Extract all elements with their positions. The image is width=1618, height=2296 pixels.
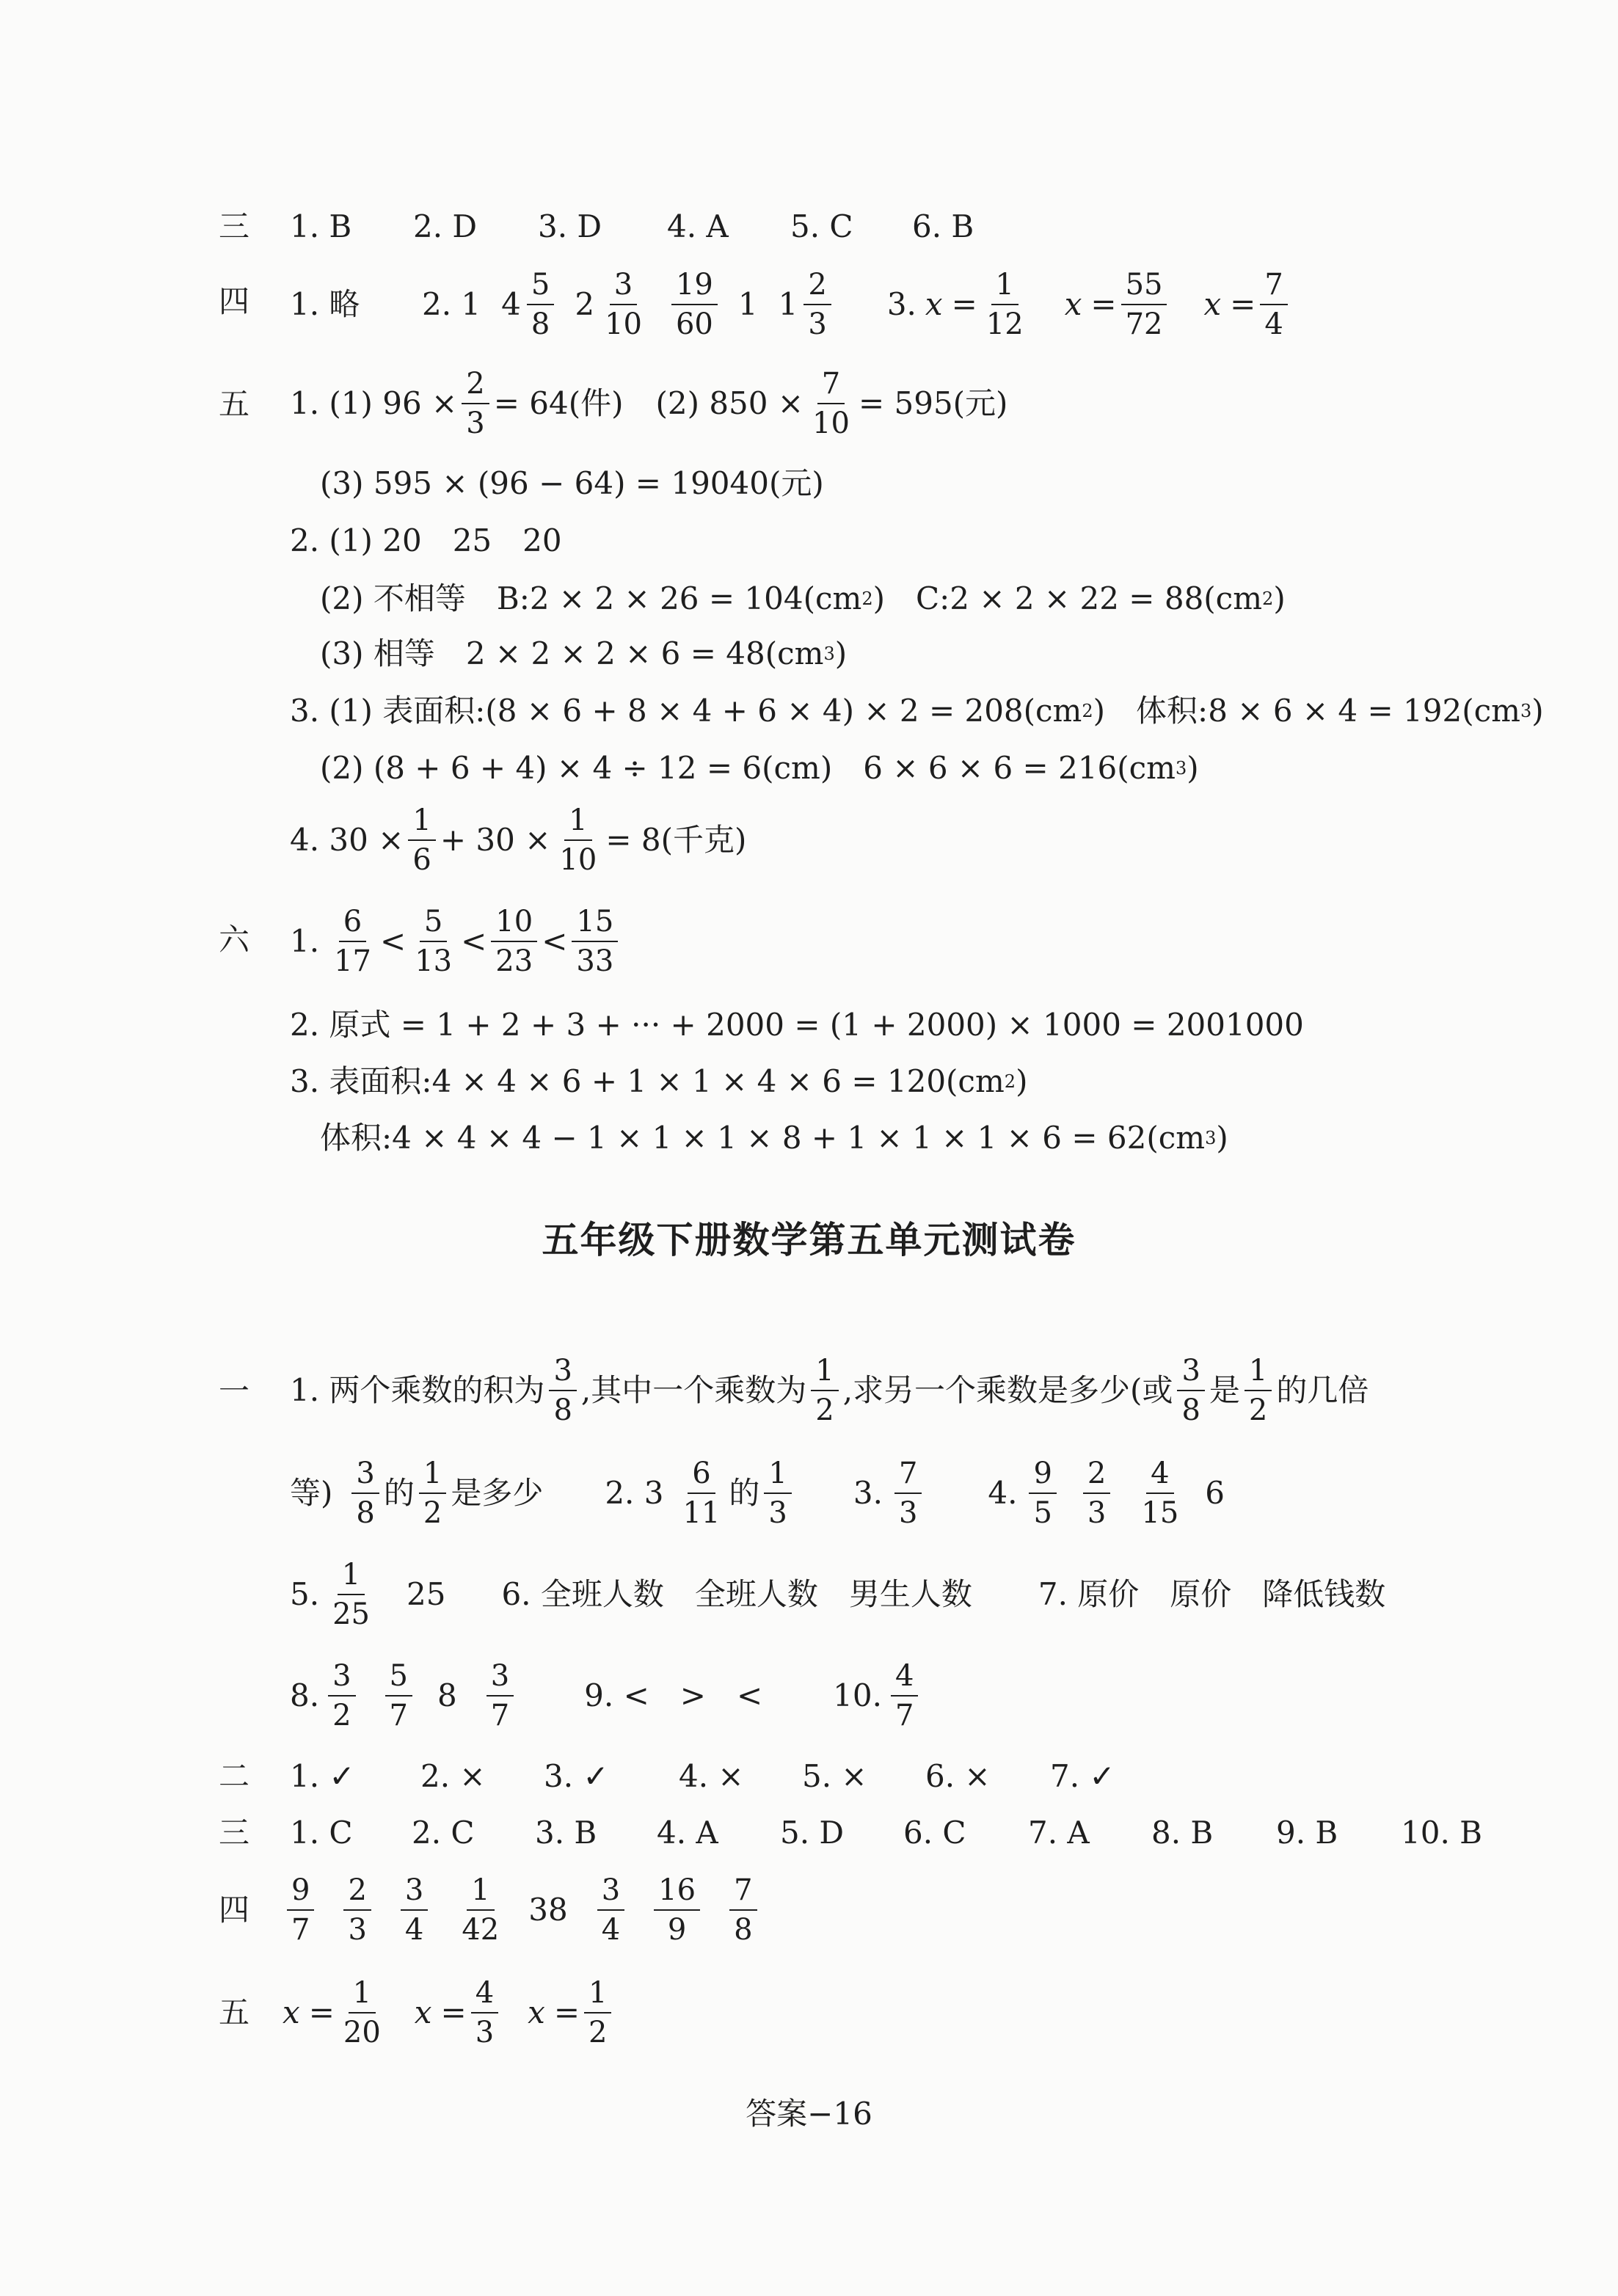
expression-text: 1. (1) 96 × xyxy=(290,385,458,421)
answer-item: 4. A xyxy=(657,1815,718,1851)
fraction: $\frac{1}{25}$ xyxy=(332,1558,370,1631)
answer-item: 8. B xyxy=(1151,1815,1214,1851)
fraction: $\frac{1}{2}$ xyxy=(419,1457,446,1529)
fraction: $\frac{9}{5}$ xyxy=(1029,1457,1056,1529)
answer-line xyxy=(290,1350,1369,1431)
mixed-number: 4 $\frac{5}{8}$ xyxy=(501,269,558,340)
expression-text: ,求另一个乘数是多少(或 xyxy=(842,1372,1173,1408)
answer-line: 体积:4 × 4 × 4 − 1 × 1 × 1 × 8 + 1 × 1 × 1 × 6 = 62(cm 3 ) xyxy=(320,1120,1228,1156)
expression-text: 3. xyxy=(853,1475,883,1511)
variable-x: x xyxy=(925,286,943,322)
answer-item: 3. D xyxy=(538,208,602,244)
fraction: $\frac{2}{3}$ xyxy=(343,1874,371,1946)
fraction: $\frac{3}{10}$ xyxy=(605,268,642,341)
fraction: $\frac{2}{3}$ xyxy=(462,368,489,440)
expression-text: 2. 3 xyxy=(605,1475,664,1511)
variable-x: x xyxy=(283,1994,300,2030)
answer-item: 6. B xyxy=(912,208,974,244)
fraction: $\frac{55}{72}$ xyxy=(1121,269,1167,340)
equals-sign: = xyxy=(951,286,977,322)
answer-item: 6. C xyxy=(903,1815,966,1851)
expression-text: 38 xyxy=(528,1892,568,1928)
fraction: $\frac{9}{7}$ xyxy=(287,1874,314,1946)
answer-line xyxy=(290,1453,1225,1534)
answer-item: 1. B xyxy=(290,208,352,244)
less-than-sign: < xyxy=(542,923,568,959)
fraction: $\frac{10}{23}$ xyxy=(491,905,537,977)
mixed-number: 1 $\frac{2}{3}$ xyxy=(779,269,836,340)
fraction: $\frac{7}{4}$ xyxy=(1260,269,1287,340)
answer-item: 2. 1 xyxy=(422,286,481,322)
answer-item: 2. × xyxy=(420,1758,486,1794)
fraction: $\frac{16}{9}$ xyxy=(654,1874,700,1946)
fraction: $\frac{19}{60}$ xyxy=(671,269,718,340)
fraction: $\frac{5}{7}$ xyxy=(385,1660,412,1732)
answer-item: 3. B xyxy=(535,1815,597,1851)
fraction: $\frac{3}{8}$ xyxy=(351,1457,379,1529)
fraction: $\frac{3}{8}$ xyxy=(1177,1355,1204,1426)
answer-item: 4. A xyxy=(667,208,729,244)
expression-text: 6. 全班人数 全班人数 男生人数 xyxy=(501,1576,972,1612)
answer-line: 3. 表面积:4 × 4 × 6 + 1 × 1 × 4 × 6 = 120(cm 2 ) xyxy=(290,1063,1028,1099)
expression-text: 1. 两个乘数的积为 xyxy=(290,1372,545,1408)
section-label: 二 xyxy=(219,1758,250,1794)
expression-text: 等) xyxy=(290,1475,333,1511)
answer-item: 5. C xyxy=(790,208,853,244)
fraction: $\frac{7}{10}$ xyxy=(812,367,850,440)
page-title: 五年级下册数学第五单元测试卷 xyxy=(542,1219,1076,1261)
expression-text: 1. xyxy=(290,923,320,959)
fraction: $\frac{6}{17}$ xyxy=(334,905,371,978)
answer-line xyxy=(290,901,622,982)
expression-text: ,其中一个乘数为 xyxy=(580,1372,807,1408)
fraction: $\frac{4}{7}$ xyxy=(891,1660,918,1732)
section-label: 一 xyxy=(219,1373,250,1409)
fraction: $\frac{4}{15}$ xyxy=(1141,1457,1179,1530)
expression-text: + 30 × xyxy=(440,822,551,858)
fraction: $\frac{4}{3}$ xyxy=(471,1977,498,2049)
answer-item: 2. D xyxy=(413,208,478,244)
section-label: 三 xyxy=(219,1815,250,1851)
expression-text: 6 xyxy=(1205,1475,1225,1511)
section-label: 六 xyxy=(219,922,250,958)
answer-line: (3) 595 × (96 − 64) = 19040(元) xyxy=(320,465,824,501)
answer-item: 1. ✓ xyxy=(290,1758,355,1794)
variable-x: x xyxy=(1203,286,1222,322)
fraction: $\frac{5}{8}$ xyxy=(527,269,554,340)
equals-sign: = xyxy=(553,1994,580,2030)
expression-text: 9. < > < xyxy=(584,1677,763,1713)
fraction: $\frac{1}{42}$ xyxy=(462,1873,500,1947)
fraction: $\frac{1}{2}$ xyxy=(584,1977,611,2049)
fraction: $\frac{1}{12}$ xyxy=(985,268,1024,341)
answer-line: 2. (1) 20 25 20 xyxy=(290,522,562,558)
answer-line xyxy=(283,1972,616,2053)
equals-sign: = xyxy=(440,1994,467,2030)
answer-line: (3) 相等 2 × 2 × 2 × 6 = 48(cm 3 ) xyxy=(320,635,848,671)
fraction: $\frac{1}{20}$ xyxy=(343,1976,381,2049)
fraction: $\frac{5}{13}$ xyxy=(415,905,453,978)
page-number: 答案−16 xyxy=(746,2096,872,2132)
fraction: $\frac{1}{10}$ xyxy=(559,803,597,877)
answer-line xyxy=(283,1870,762,1950)
fraction: $\frac{15}{33}$ xyxy=(572,905,618,977)
answer-item: 5. × xyxy=(802,1758,867,1794)
fraction: $\frac{3}{7}$ xyxy=(487,1660,514,1732)
expression-text: 的 xyxy=(729,1475,760,1511)
answer-item: 10. B xyxy=(1401,1815,1483,1851)
equals-sign: = xyxy=(1090,286,1117,322)
fraction: $\frac{7}{3}$ xyxy=(894,1457,922,1529)
answer-line: (2) 不相等 B:2 × 2 × 26 = 104(cm 2 ) C:2 × 2 × 22 = 88(cm 2 ) xyxy=(320,580,1286,616)
fraction: $\frac{3}{4}$ xyxy=(401,1874,428,1946)
fraction: $\frac{2}{3}$ xyxy=(803,269,831,340)
section-label: 三 xyxy=(219,208,250,244)
answer-item: 9. B xyxy=(1276,1815,1338,1851)
answer-item: 1 xyxy=(737,286,758,322)
expression-text: = 595(元) xyxy=(858,385,1008,421)
mixed-number: 2 $\frac{3}{10}$ xyxy=(575,269,651,340)
expression-text: (2) 850 × xyxy=(655,385,804,421)
section-label: 五 xyxy=(219,1994,250,2030)
fraction: $\frac{1}{3}$ xyxy=(764,1457,791,1529)
answer-line xyxy=(290,363,1007,444)
fraction: $\frac{1}{2}$ xyxy=(1245,1355,1272,1426)
expression-text: 的几倍 xyxy=(1276,1372,1369,1408)
answer-line xyxy=(290,1554,1385,1635)
fraction: $\frac{7}{8}$ xyxy=(729,1874,757,1946)
section-label: 四 xyxy=(219,1892,250,1928)
equals-sign: = xyxy=(1230,286,1256,322)
expression-text: = 8(千克) xyxy=(605,822,747,858)
answer-line xyxy=(290,1655,922,1736)
answer-item: 3. xyxy=(886,286,916,322)
expression-text: 是 xyxy=(1209,1372,1240,1408)
fraction: $\frac{3}{8}$ xyxy=(549,1355,576,1426)
less-than-sign: < xyxy=(461,923,487,959)
expression-text: 的 xyxy=(383,1475,415,1511)
variable-x: x xyxy=(528,1994,545,2030)
expression-text: = 64(件) xyxy=(493,385,624,421)
answer-line xyxy=(290,800,746,881)
expression-text: 4. 30 × xyxy=(290,822,404,858)
section-label: 五 xyxy=(219,386,250,422)
answer-line xyxy=(290,264,1292,345)
fraction: $\frac{2}{3}$ xyxy=(1083,1457,1110,1529)
answer-item: 1. C xyxy=(290,1815,353,1851)
answer-line: (2) (8 + 6 + 4) × 4 ÷ 12 = 6(cm) 6 × 6 × 6 = 216(cm 3 ) xyxy=(320,750,1199,786)
answer-line xyxy=(290,1815,1483,1851)
equals-sign: = xyxy=(308,1994,335,2030)
fraction: $\frac{1}{6}$ xyxy=(408,804,435,876)
answer-line xyxy=(290,1758,1115,1794)
answer-item: 5. D xyxy=(780,1815,845,1851)
variable-x: x xyxy=(414,1994,432,2030)
expression-text: 7. 原价 原价 降低钱数 xyxy=(1038,1576,1386,1612)
answer-item: 4. × xyxy=(679,1758,744,1794)
answer-line xyxy=(290,208,974,244)
answer-line: 2. 原式 = 1 + 2 + 3 + ··· + 2000 = (1 + 2000) × 1000 = 2001000 xyxy=(290,1007,1304,1043)
answer-item: 7. ✓ xyxy=(1050,1758,1115,1794)
answer-item: 1. 略 xyxy=(290,286,360,322)
answer-item: 7. A xyxy=(1028,1815,1090,1851)
fraction: $\frac{6}{11}$ xyxy=(682,1457,721,1530)
section-label: 四 xyxy=(219,283,250,319)
expression-text: 10. xyxy=(833,1677,882,1713)
expression-text: 8 xyxy=(437,1677,457,1713)
answer-item: 6. × xyxy=(925,1758,991,1794)
expression-text: 25 xyxy=(406,1576,446,1612)
expression-text: 是多少 xyxy=(451,1475,544,1511)
expression-text: 8. xyxy=(290,1677,320,1713)
fraction: $\frac{1}{2}$ xyxy=(811,1355,838,1426)
answer-line: 3. (1) 表面积:(8 × 6 + 8 × 4 + 6 × 4) × 2 = 208(cm 2 ) 体积:8 × 6 × 4 = 192(cm 3 ) xyxy=(290,693,1544,729)
fraction: $\frac{3}{4}$ xyxy=(597,1874,624,1946)
variable-x: x xyxy=(1064,286,1082,322)
expression-text: 4. xyxy=(988,1475,1018,1511)
less-than-sign: < xyxy=(379,923,407,959)
fraction: $\frac{3}{2}$ xyxy=(328,1660,355,1732)
expression-text: 5. xyxy=(290,1576,320,1612)
answer-item: 3. ✓ xyxy=(544,1758,609,1794)
answer-item: 2. C xyxy=(412,1815,475,1851)
